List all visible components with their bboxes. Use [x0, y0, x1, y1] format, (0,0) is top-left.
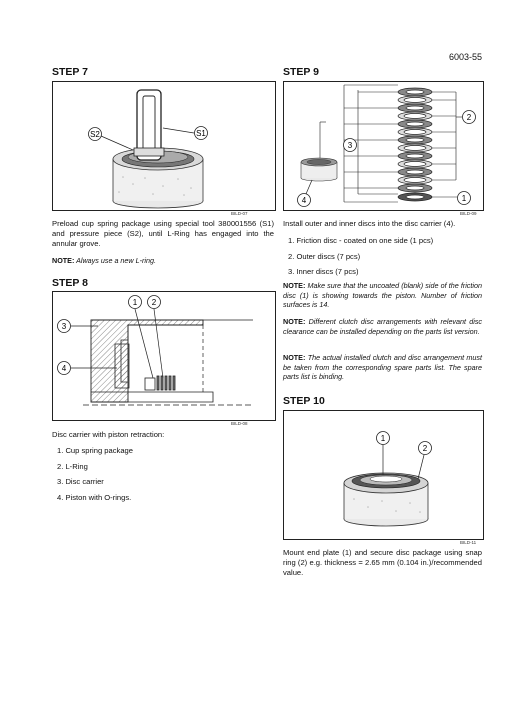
step9-list	[288, 233, 433, 280]
step8-list	[57, 443, 133, 505]
step7-heading: STEP 7	[52, 66, 88, 78]
step7-callout-s1: S1	[196, 129, 206, 138]
step7-bild: BILD-07	[231, 211, 248, 216]
step8-illustration	[53, 292, 275, 420]
step8-intro: Disc carrier with piston retraction:	[52, 430, 165, 439]
note-label: NOTE:	[283, 317, 306, 326]
step9-note-2	[283, 317, 482, 336]
step8-callout-4: 4	[61, 364, 67, 373]
note-text: Make sure that the uncoated (blank) side of the friction disc (1) is showing towards the piston. Number of friction surfaces is 14.	[283, 281, 482, 309]
step10-callout-1: 1	[380, 434, 386, 443]
note-text: The actual installed clutch and disc arrangement must be taken from the corresponding spare parts list. The spare parts list is binding.	[283, 353, 482, 381]
step9-note-3	[283, 353, 482, 382]
step10-illustration	[284, 411, 483, 539]
note-label: NOTE:	[283, 281, 306, 290]
step9-bild: BILD-09	[460, 211, 477, 216]
step9-illustration	[284, 82, 483, 210]
step7-note-label: NOTE:	[52, 256, 75, 265]
step9-callout-4: 4	[301, 196, 307, 205]
step10-heading: STEP 10	[283, 395, 325, 407]
step7-note	[52, 256, 274, 266]
step10-text: Mount end plate (1) and secure disc package using snap ring (2) e.g. thickness = 2.65 mm (0.104 in.)/recommended value.	[283, 548, 482, 577]
note-text: Different clutch disc arrangements with relevant disc clearance can be installed depending on the parts list version.	[283, 317, 483, 336]
step8-figure	[52, 291, 276, 421]
step9-note-1	[283, 281, 482, 310]
step9-callout-2: 2	[466, 113, 472, 122]
list-item: 2. Outer discs (7 pcs)	[288, 251, 361, 261]
step8-callout-2: 2	[151, 298, 157, 307]
step7-text: Preload cup spring package using special tool 380001556 (S1) and pressure piece (S2), until L-Ring has engaged into the annular grove.	[52, 219, 274, 248]
step9-figure	[283, 81, 484, 211]
step7-illustration	[53, 82, 275, 210]
step9-intro: Install outer and inner discs into the disc carrier (4).	[283, 219, 456, 228]
step7-note-text: Always use a new L-ring.	[76, 256, 156, 265]
list-item: 4. Piston with O-rings.	[57, 492, 132, 502]
step8-callout-3: 3	[61, 322, 67, 331]
step8-bild: BILD-08	[231, 421, 248, 426]
step9-callout-1: 1	[461, 194, 467, 203]
page-number: 6003-55	[448, 52, 482, 62]
list-item: 2. L-Ring	[57, 461, 88, 471]
list-item: 1. Cup spring package	[57, 446, 133, 455]
step7-callout-s2: S2	[90, 130, 100, 139]
step7-figure	[52, 81, 276, 211]
step8-heading: STEP 8	[52, 277, 88, 289]
list-item: 3. Disc carrier	[57, 477, 104, 486]
step10-bild: BILD-11	[460, 540, 477, 545]
list-item: 1. Friction disc - coated on one side (1 pcs)	[288, 236, 434, 245]
step9-callout-3: 3	[347, 141, 353, 150]
step10-figure	[283, 410, 484, 540]
list-item: 3. Inner discs (7 pcs)	[288, 267, 359, 276]
step9-heading: STEP 9	[283, 66, 319, 78]
step8-callout-1: 1	[132, 298, 138, 307]
note-label: NOTE:	[283, 353, 306, 362]
step10-callout-2: 2	[422, 444, 428, 453]
